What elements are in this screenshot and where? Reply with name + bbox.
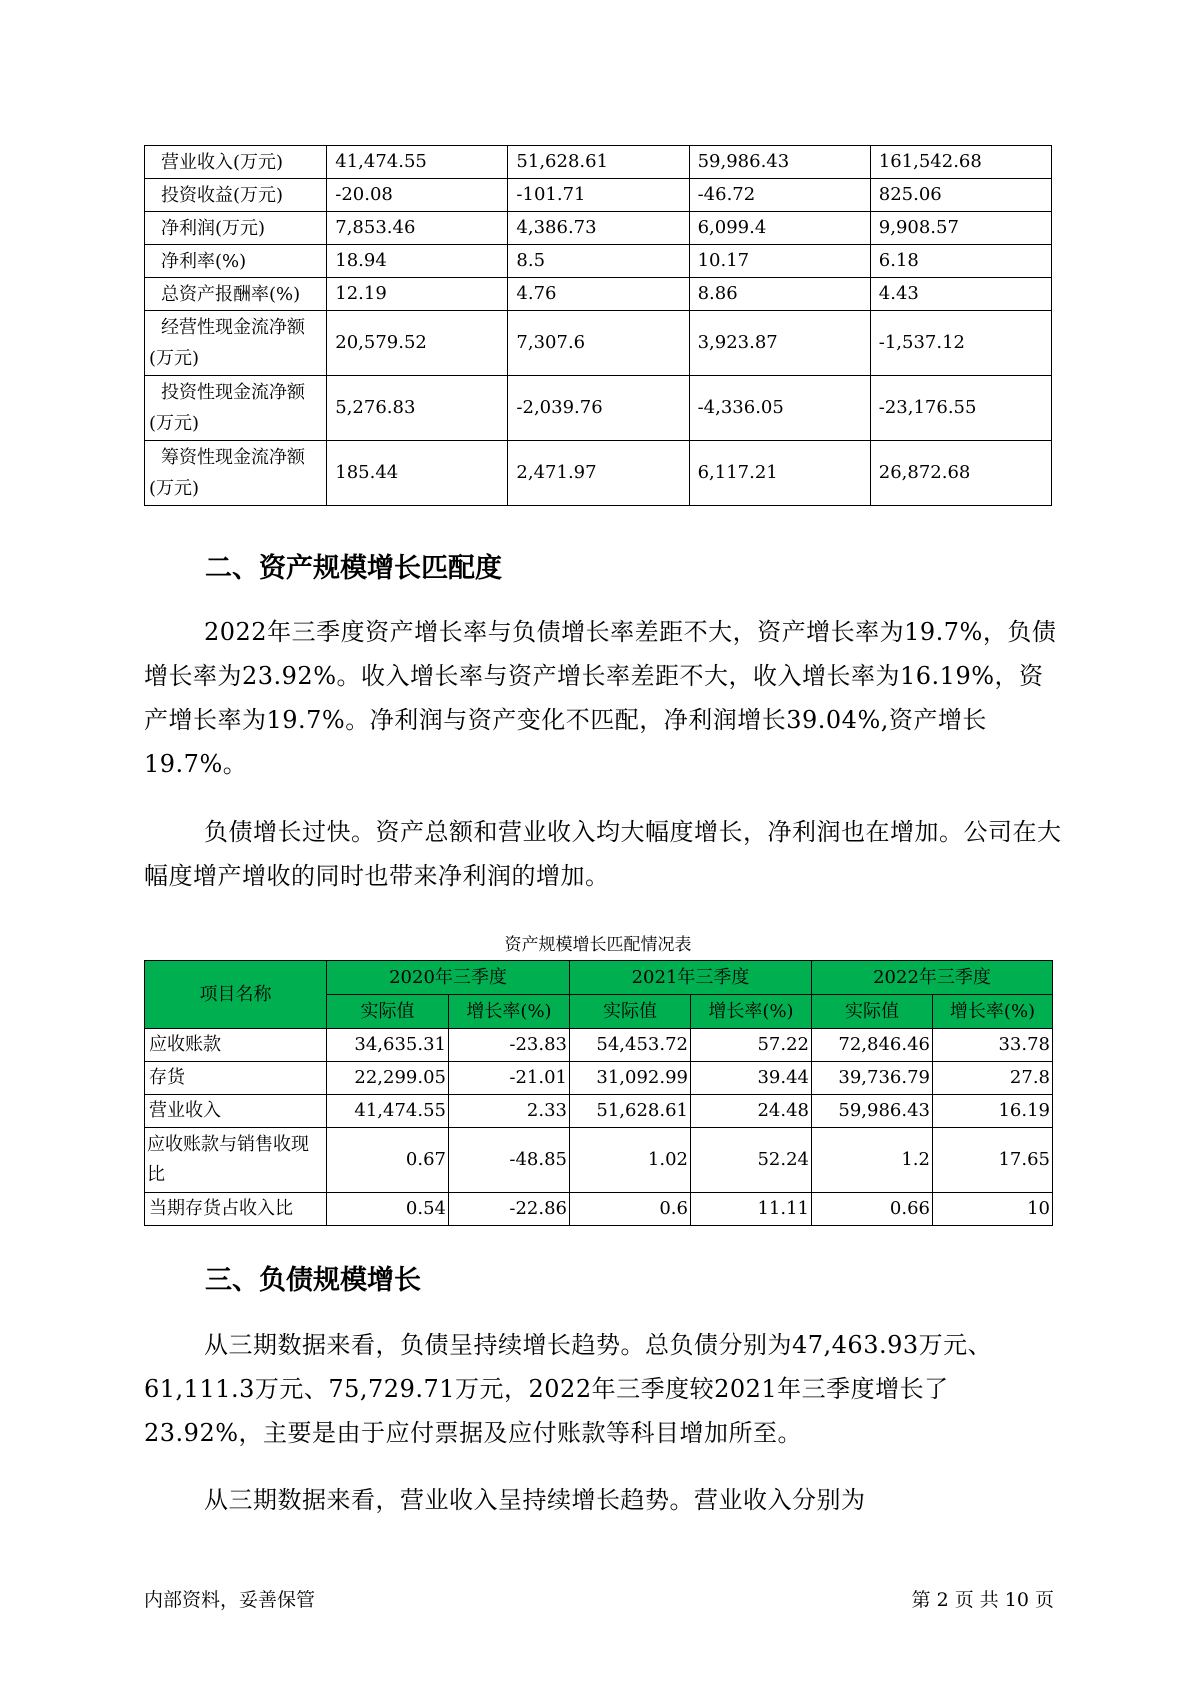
column-header-growth: 增长率(%) (449, 995, 570, 1029)
cell: 1.2 (812, 1128, 933, 1193)
table-row (145, 1062, 1053, 1095)
cell: 33.78 (933, 1029, 1053, 1062)
paragraph: 2022年三季度资产增长率与负债增长率差距不大，资产增长率为19.7%，负债增长率为23.92%。收入增长率与资产增长率差距不大，收入增长率为16.19%，资产增长率为19.7%。净利润与资产变化不匹配，净利润增长39.04%,资产增长19.7%。 (144, 618, 1057, 778)
column-header-growth: 增长率(%) (691, 995, 812, 1029)
table-row (145, 146, 1052, 179)
table-row (145, 311, 1052, 376)
cell: 2.33 (449, 1095, 570, 1128)
section-heading-liability-growth: 三、负债规模增长 (205, 1265, 421, 1296)
footer-confidential-note: 内部资料，妥善保管 (144, 1589, 316, 1611)
cell: 16.19 (933, 1095, 1053, 1128)
cell: 4.43 (870, 278, 1051, 311)
cell: 0.66 (812, 1193, 933, 1226)
row-label: 当期存货占收入比 (145, 1193, 327, 1226)
cell: 52.24 (691, 1128, 812, 1193)
cell: 39,736.79 (812, 1062, 933, 1095)
cell: -1,537.12 (870, 311, 1051, 376)
row-label: 营业收入(万元) (145, 146, 327, 179)
cell: 6,117.21 (689, 441, 870, 506)
cell: 31,092.99 (570, 1062, 691, 1095)
table-row (145, 1029, 1053, 1062)
cell: -21.01 (449, 1062, 570, 1095)
cell: 59,986.43 (689, 146, 870, 179)
cell: -4,336.05 (689, 376, 870, 441)
cell: 59,986.43 (812, 1095, 933, 1128)
row-label: 经营性现金流净额 (万元) (145, 311, 327, 376)
cell: 825.06 (870, 179, 1051, 212)
cell: -23,176.55 (870, 376, 1051, 441)
asset-growth-match-table (144, 960, 1053, 1226)
paragraph: 负债增长过快。资产总额和营业收入均大幅度增长，净利润也在增加。公司在大幅度增产增收的同时也带来净利润的增加。 (144, 818, 1062, 890)
row-label: 净利率(%) (145, 245, 327, 278)
cell: 4,386.73 (508, 212, 689, 245)
cell: 27.8 (933, 1062, 1053, 1095)
column-header-period: 2021年三季度 (570, 961, 812, 995)
cell: -101.71 (508, 179, 689, 212)
cell: 6.18 (870, 245, 1051, 278)
cell: 54,453.72 (570, 1029, 691, 1062)
financial-indicators-table (144, 145, 1052, 506)
cell: 57.22 (691, 1029, 812, 1062)
cell: 51,628.61 (508, 146, 689, 179)
cell: 7,853.46 (327, 212, 508, 245)
column-header-actual: 实际值 (327, 995, 449, 1029)
cell: 34,635.31 (327, 1029, 449, 1062)
column-header-period: 2022年三季度 (812, 961, 1053, 995)
cell: 12.19 (327, 278, 508, 311)
cell: -46.72 (689, 179, 870, 212)
paragraph: 从三期数据来看，营业收入呈持续增长趋势。营业收入分别为 (204, 1486, 866, 1514)
table-row (145, 212, 1052, 245)
cell: 0.67 (327, 1128, 449, 1193)
cell: 26,872.68 (870, 441, 1051, 506)
cell: 41,474.55 (327, 1095, 449, 1128)
cell: 11.11 (691, 1193, 812, 1226)
cell: 41,474.55 (327, 146, 508, 179)
cell: 3,923.87 (689, 311, 870, 376)
cell: -20.08 (327, 179, 508, 212)
row-label: 投资性现金流净额 (万元) (145, 376, 327, 441)
cell: 8.5 (508, 245, 689, 278)
cell: 5,276.83 (327, 376, 508, 441)
table-row (145, 1095, 1053, 1128)
row-label: 净利润(万元) (145, 212, 327, 245)
cell: 8.86 (689, 278, 870, 311)
cell: 10 (933, 1193, 1053, 1226)
cell: 1.02 (570, 1128, 691, 1193)
cell: -23.83 (449, 1029, 570, 1062)
cell: 20,579.52 (327, 311, 508, 376)
table-row (145, 1128, 1053, 1193)
row-label: 筹资性现金流净额 (万元) (145, 441, 327, 506)
table-row (145, 376, 1052, 441)
table-row (145, 278, 1052, 311)
cell: 2,471.97 (508, 441, 689, 506)
cell: 6,099.4 (689, 212, 870, 245)
column-header-growth: 增长率(%) (933, 995, 1053, 1029)
cell: 72,846.46 (812, 1029, 933, 1062)
column-header-item-name: 项目名称 (145, 961, 327, 1029)
row-label: 投资收益(万元) (145, 179, 327, 212)
cell: 22,299.05 (327, 1062, 449, 1095)
page-number: 第 2 页 共 10 页 (911, 1589, 1054, 1611)
row-label: 应收账款 (145, 1029, 327, 1062)
row-label: 营业收入 (145, 1095, 327, 1128)
cell: 0.54 (327, 1193, 449, 1226)
table-header-row (145, 961, 1053, 995)
cell: 4.76 (508, 278, 689, 311)
cell: 24.48 (691, 1095, 812, 1128)
table-row (145, 179, 1052, 212)
table-row (145, 1193, 1053, 1226)
column-header-actual: 实际值 (812, 995, 933, 1029)
table-row (145, 245, 1052, 278)
row-label: 应收账款与销售收现比 (145, 1128, 327, 1193)
cell: -22.86 (449, 1193, 570, 1226)
cell: 0.6 (570, 1193, 691, 1226)
cell: 9,908.57 (870, 212, 1051, 245)
table-row (145, 441, 1052, 506)
cell: -2,039.76 (508, 376, 689, 441)
cell: 18.94 (327, 245, 508, 278)
column-header-actual: 实际值 (570, 995, 691, 1029)
cell: 17.65 (933, 1128, 1053, 1193)
cell: 7,307.6 (508, 311, 689, 376)
paragraph: 从三期数据来看，负债呈持续增长趋势。总负债分别为47,463.93万元、61,111.3万元、75,729.71万元，2022年三季度较2021年三季度增长了23.92%，主要是由于应付票据及应付账款等科目增加所至。 (144, 1331, 993, 1447)
section-heading-asset-growth: 二、资产规模增长匹配度 (205, 553, 502, 584)
cell: 185.44 (327, 441, 508, 506)
cell: 51,628.61 (570, 1095, 691, 1128)
cell: 10.17 (689, 245, 870, 278)
cell: -48.85 (449, 1128, 570, 1193)
cell: 39.44 (691, 1062, 812, 1095)
column-header-period: 2020年三季度 (327, 961, 570, 995)
row-label: 存货 (145, 1062, 327, 1095)
cell: 161,542.68 (870, 146, 1051, 179)
row-label: 总资产报酬率(%) (145, 278, 327, 311)
table-caption: 资产规模增长匹配情况表 (504, 935, 692, 955)
